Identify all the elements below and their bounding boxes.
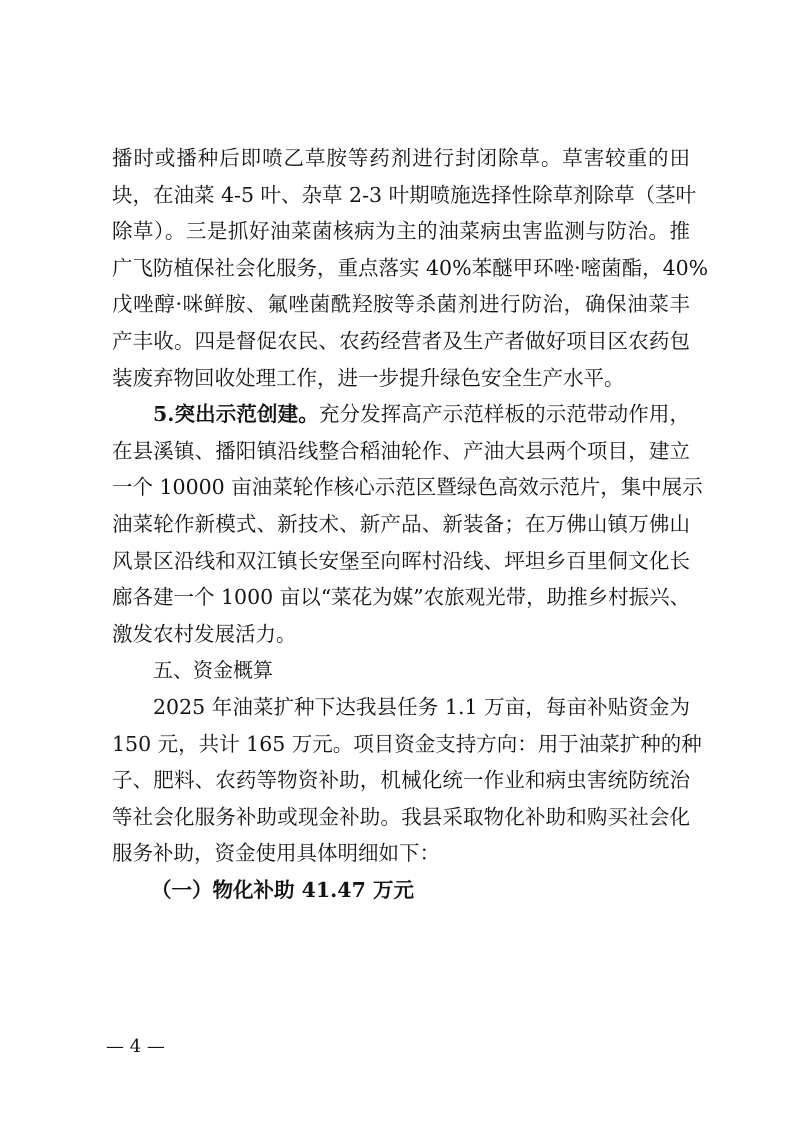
text-line: 装废弃物回收处理工作，进一步提升绿色安全生产水平。 (112, 365, 625, 390)
text-line (112, 396, 690, 433)
text-line: 一个 10000 亩油菜轮作核心示范区暨绿色高效示范片，集中展示 (112, 475, 703, 500)
text-line: 激发农村发展活力。 (112, 621, 297, 646)
text-line: 产丰收。四是督促农民、农药经营者及生产者做好项目区农药包 (112, 328, 690, 353)
text-line: 在县溪镇、播阳镇沿线整合稻油轮作、产油大县两个项目，建立 (112, 438, 690, 463)
text-line: 服务补助，资金使用具体明细如下： (112, 841, 440, 866)
paragraph-lead-title: 5.突出示范创建。 (153, 402, 319, 427)
paragraph-demonstration (112, 396, 703, 652)
text-line: 块，在油菜 4-5 叶、杂草 2-3 叶期喷施选择性除草剂除草（茎叶 (112, 182, 697, 207)
text-line: 除草）。三是抓好油菜菌核病为主的油菜病虫害监测与防治。推 (112, 219, 690, 244)
subsection-heading-material-subsidy: （一）物化补助 41.47 万元 (151, 877, 414, 902)
text-line: 广飞防植保社会化服务，重点落实 40%苯醚甲环唑·嘧菌酯，40% (112, 255, 709, 280)
text-line: 等社会化服务补助或现金补助。我县采取物化补助和购买社会化 (112, 804, 690, 829)
text-line: 子、肥料、农药等物资补助，机械化统一作业和病虫害统防统治 (112, 768, 690, 793)
paragraph-weed-and-disease-control (112, 140, 709, 396)
text-line: 风景区沿线和双江镇长安堡至向晖村沿线、坪坦乡百里侗文化长 (112, 548, 690, 573)
paragraph-lead-rest: 充分发挥高产示范样板的示范带动作用， (318, 402, 690, 427)
text-line: 廊各建一个 1000 亩以“菜花为媒”农旅观光带，助推乡村振兴、 (112, 585, 691, 610)
text-line: 戊唑醇·咪鲜胺、氟唑菌酰羟胺等杀菌剂进行防治，确保油菜丰 (112, 292, 690, 317)
text-line: 播时或播种后即喷乙草胺等药剂进行封闭除草。草害较重的田 (112, 146, 690, 170)
text-line: 150 元，共计 165 万元。项目资金支持方向：用于油菜扩种的种 (112, 731, 702, 756)
section-heading-funding: 五、资金概算 (153, 658, 273, 683)
text-line: 油菜轮作新模式、新技术、新产品、新装备；在万佛山镇万佛山 (112, 511, 690, 536)
page-number: — 4 — (106, 1036, 165, 1057)
text-line: 2025 年油菜扩种下达我县任务 1.1 万亩，每亩补贴资金为 (153, 694, 690, 719)
document-body (112, 140, 709, 908)
paragraph-funding-estimate (112, 689, 702, 872)
